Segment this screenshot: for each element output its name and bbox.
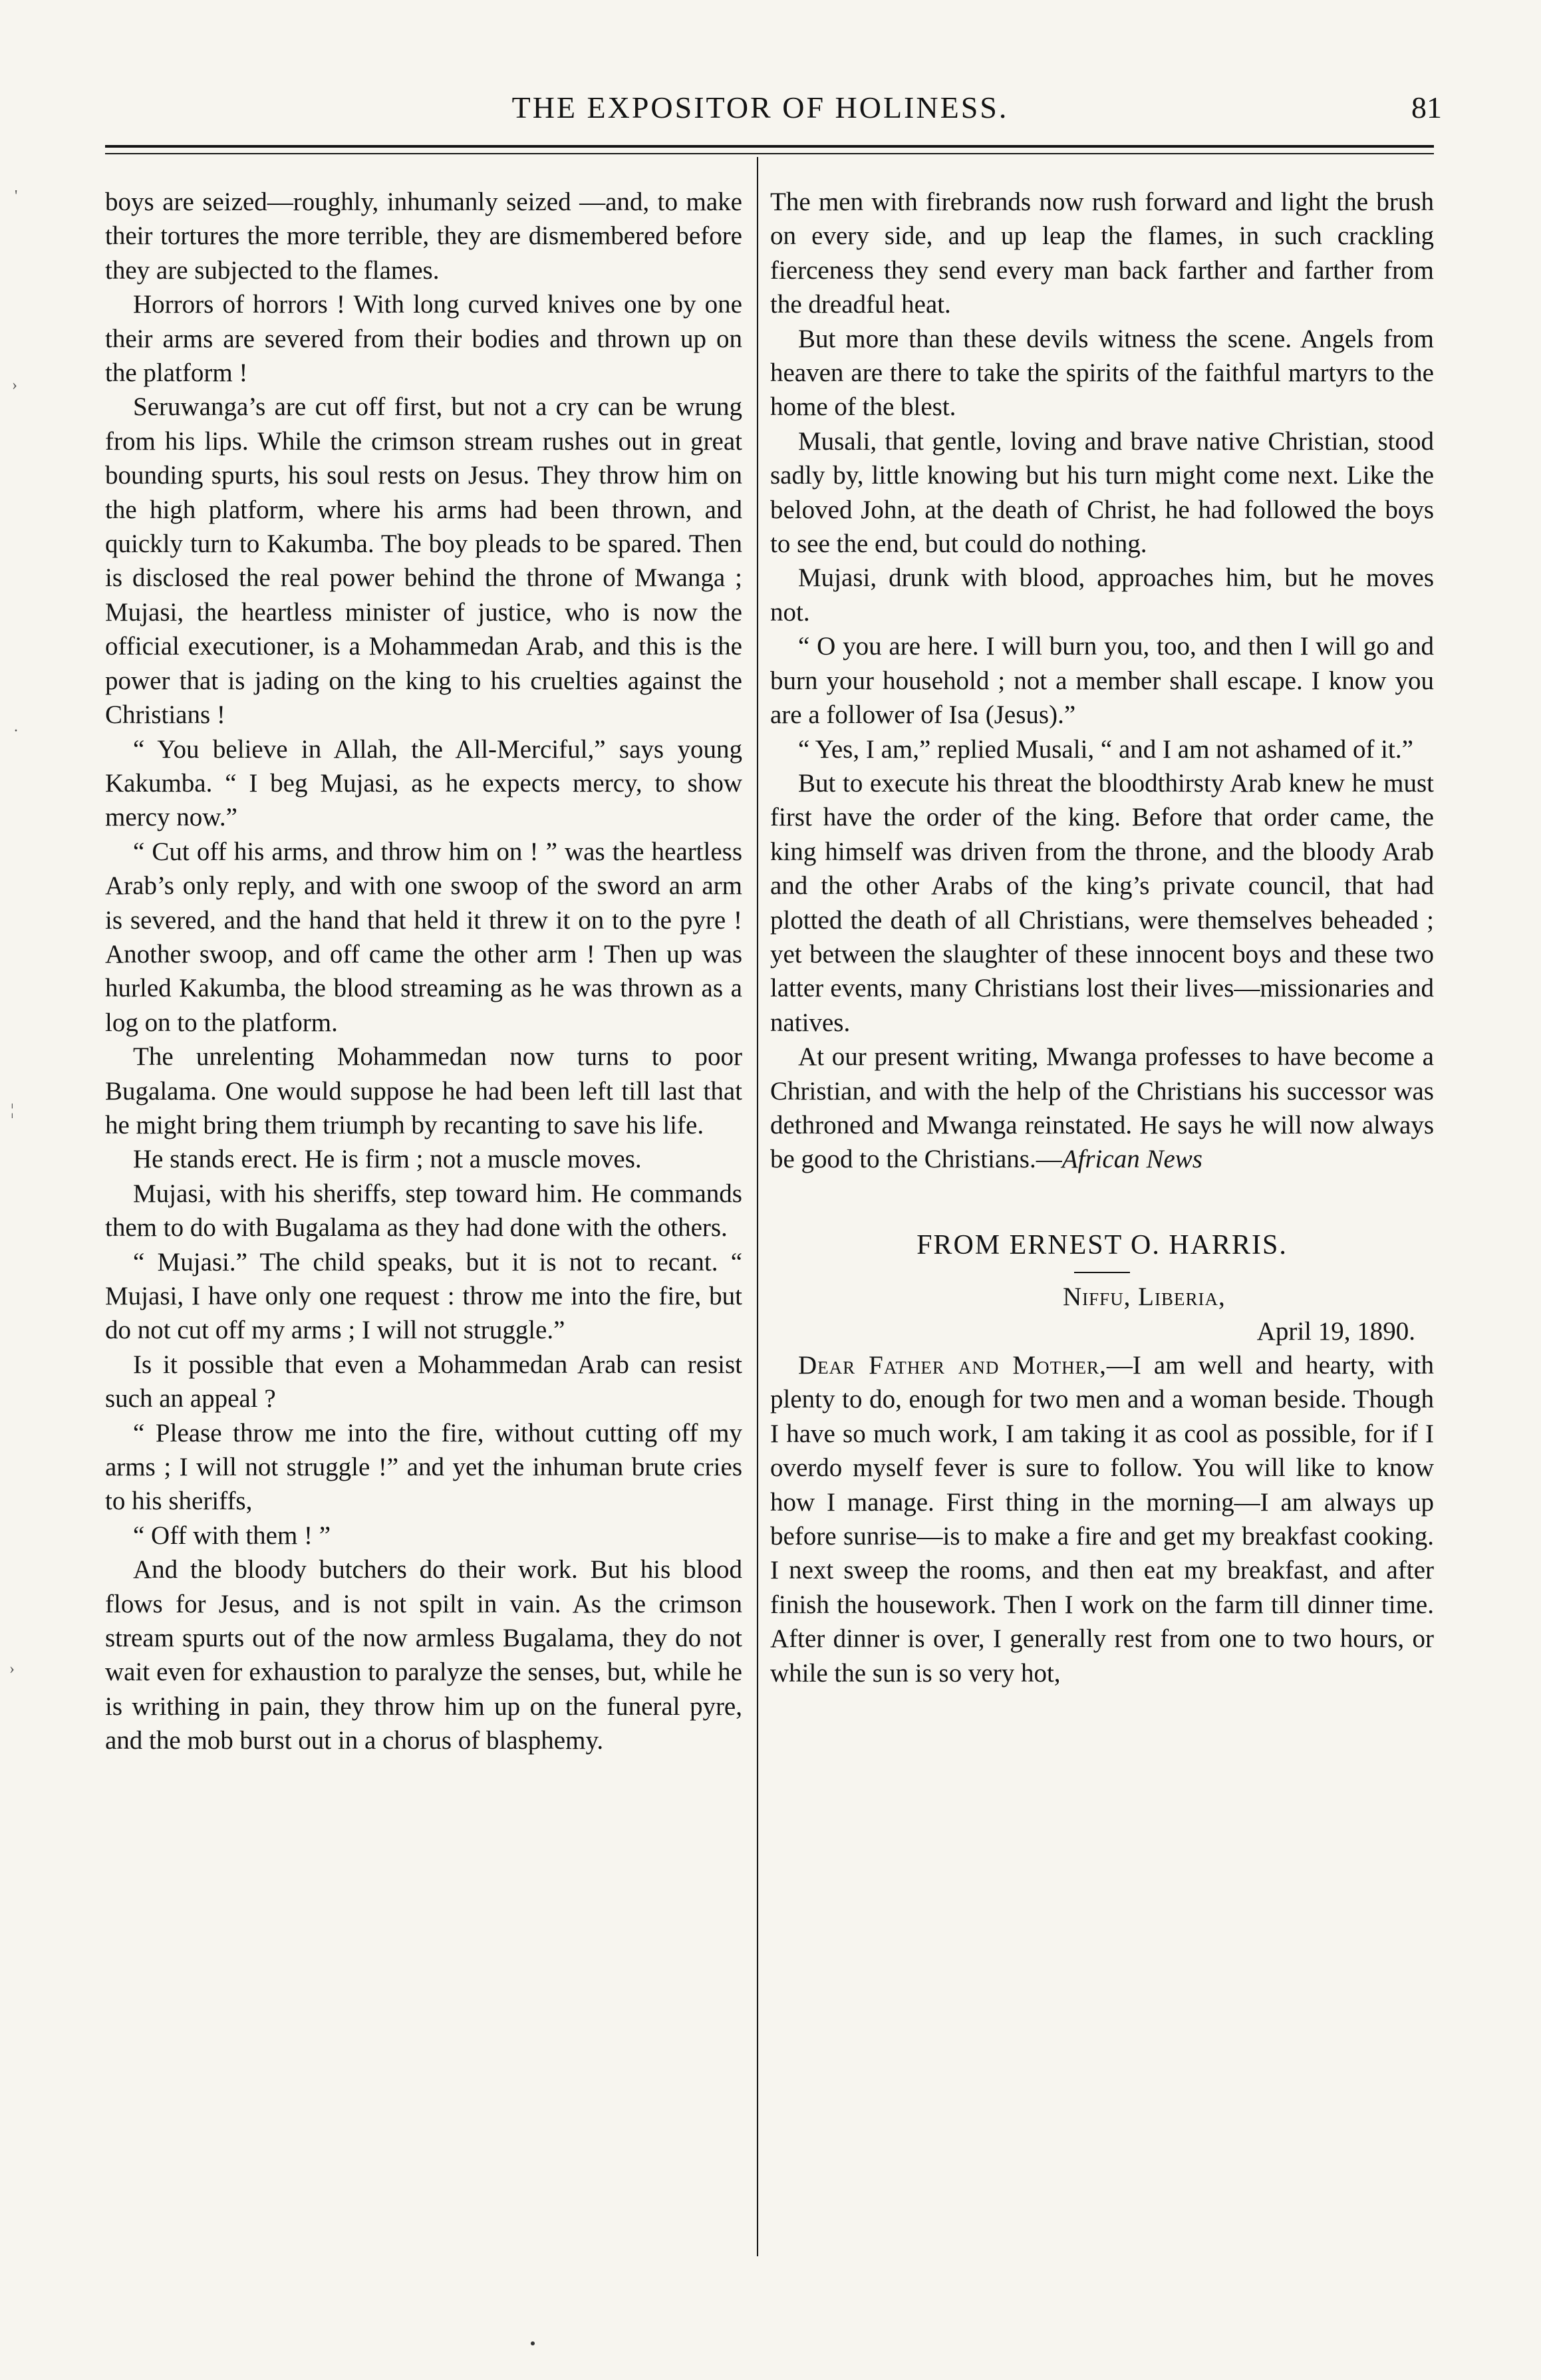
- letter-title: FROM ERNEST O. HARRIS.: [916, 1229, 1288, 1261]
- paragraph: Horrors of horrors ! With long curved knives one by one their arms are severed from their bodies and thrown up on the platform !: [105, 290, 742, 388]
- header-rule-thin: [105, 153, 1434, 154]
- scan-speck: [531, 2341, 535, 2345]
- column-divider: [757, 157, 758, 2256]
- paragraph: The unrelenting Mohammedan now turns to poor Bugalama. One would suppose he had been left till last that he might bring them triumph by recanting to save his life.: [105, 1042, 742, 1139]
- letter-text: —I am well and hearty, with plenty to do, enough for two men and a woman beside. Though I have so much work, I am taking it as cool as possible, for if I overdo myself fever is sure to follow. You will like to know how I manage. First thing in the morning—I am always up before sunrise—is to make a fire and get my breakfast cooking. I next sweep the rooms, and then eat my breakfast, and after finish the housework. Then I work on the farm till dinner time. After dinner is over, I generally rest from one to two hours, or while the sun is so very hot,: [770, 1351, 1434, 1688]
- paragraph: boys are seized—roughly, inhumanly seized —and, to make their tortures the more terrible, they are dismembered before they are subjected to the flames.: [105, 188, 742, 285]
- left-column: [105, 185, 742, 1758]
- paragraph: Mujasi, with his sheriffs, step toward him. He commands them to do with Bugalama as they had done with the others.: [105, 1179, 742, 1243]
- paragraph: He stands erect. He is firm ; not a muscle moves.: [133, 1145, 642, 1174]
- source-credit: African News: [1061, 1145, 1202, 1174]
- letter-place: Niffu, Liberia,: [1063, 1282, 1226, 1312]
- letter-body: [770, 1348, 1434, 1690]
- paragraph: “ Off with them ! ”: [133, 1521, 331, 1550]
- paragraph: The men with firebrands now rush forward and light the brush on every side, and up leap the flames, in such crackling fierceness they send every man back farther and farther from the dreadful heat.: [770, 188, 1434, 319]
- header-rule: [105, 145, 1434, 148]
- paragraph: Seruwanga’s are cut off first, but not a cry can be wrung from his lips. While the crimson stream rushes out in great bounding spurts, his soul rests on Jesus. They throw him on the high platform, where his arms had been thrown, and quickly turn to Kakumba. The boy pleads to be spared. Then is disclosed the real power behind the throne of Mwanga ; Mujasi, the heartless minister of justice, who is now the official executioner, is a Mohammedan Arab, and this is the power that is jading on the king to his cruelties against the Christians !: [105, 392, 742, 730]
- paragraph: And the bloody butchers do their work. But his blood flows for Jesus, and is not spilt in vain. As the crimson stream spurts out of the now armless Bugalama, they do not wait even for exhaustion to paralyze the senses, but, while he is writhing in pain, they throw him up on the funeral pyre, and the mob burst out in a chorus of blasphemy.: [105, 1555, 742, 1755]
- paragraph: Musali, that gentle, loving and brave native Christian, stood sadly by, little knowing but his turn might come next. Like the beloved John, at the death of Christ, he had followed the boys to see the end, but could do nothing.: [770, 426, 1434, 559]
- letter-salutation: Dear Father and Mother,: [798, 1351, 1107, 1380]
- closing-text: At our present writing, Mwanga professes to have become a Christian, and with the help of the Christians his successor was dethroned and Mwanga reinstated. He says he will now always be good to the Christians.—: [770, 1042, 1434, 1174]
- title-rule: [1074, 1272, 1130, 1273]
- page-number: 81: [1411, 90, 1442, 124]
- right-column: [770, 185, 1434, 1690]
- paragraph: “ You believe in Allah, the All-Merciful,” says young Kakumba. “ I beg Mujasi, as he expects mercy, to show mercy now.”: [105, 734, 742, 832]
- paragraph: Mujasi, drunk with blood, approaches him, but he moves not.: [770, 563, 1434, 627]
- closing-paragraph: [770, 1040, 1434, 1177]
- journal-title: THE EXPOSITOR OF HOLINESS.: [511, 90, 1009, 124]
- paragraph: But to execute his threat the bloodthirsty Arab knew he must first have the order of the king. Before that order came, the king himself was driven from the throne, and the bloody Arab and the other Arabs of the king’s private council, that had plotted the death of all Christians, were themselves beheaded ; yet between the slaughter of these innocent boys and these two latter events, many Christians lost their lives—missionaries and natives.: [770, 768, 1434, 1037]
- paragraph: “ Yes, I am,” replied Musali, “ and I am not ashamed of it.”: [798, 734, 1413, 764]
- letter-date: April 19, 1890.: [1256, 1316, 1415, 1346]
- paragraph: “ O you are here. I will burn you, too, and then I will go and burn your household ; not a member shall escape. I know you are a follower of Isa (Jesus).”: [770, 632, 1434, 730]
- paragraph: Is it possible that even a Mohammedan Arab can resist such an appeal ?: [105, 1350, 742, 1413]
- paragraph: “ Mujasi.” The child speaks, but it is not to recant. “ Mujasi, I have only one request : throw me into the fire, but do not cut off my arms ; I will not struggle.”: [105, 1247, 742, 1345]
- scan-margin-marks: ' › · ¦ ›: [9, 188, 19, 1678]
- paragraph: “ Cut off his arms, and throw him on ! ” was the heartless Arab’s only reply, and with one swoop of the sword an arm is severed, and the hand that held it threw it on to the pyre ! Another swoop, and off came the other arm ! Then up was hurled Kakumba, the blood streaming as he was thrown as a log on to the platform.: [105, 837, 742, 1037]
- running-head: [105, 90, 1442, 130]
- paragraph: “ Please throw me into the fire, without cutting off my arms ; I will not struggle !” and yet the inhuman brute cries to his sheriffs,: [105, 1418, 742, 1516]
- paragraph: But more than these devils witness the scene. Angels from heaven are there to take the spirits of the faithful martyrs to the home of the blest.: [770, 324, 1434, 422]
